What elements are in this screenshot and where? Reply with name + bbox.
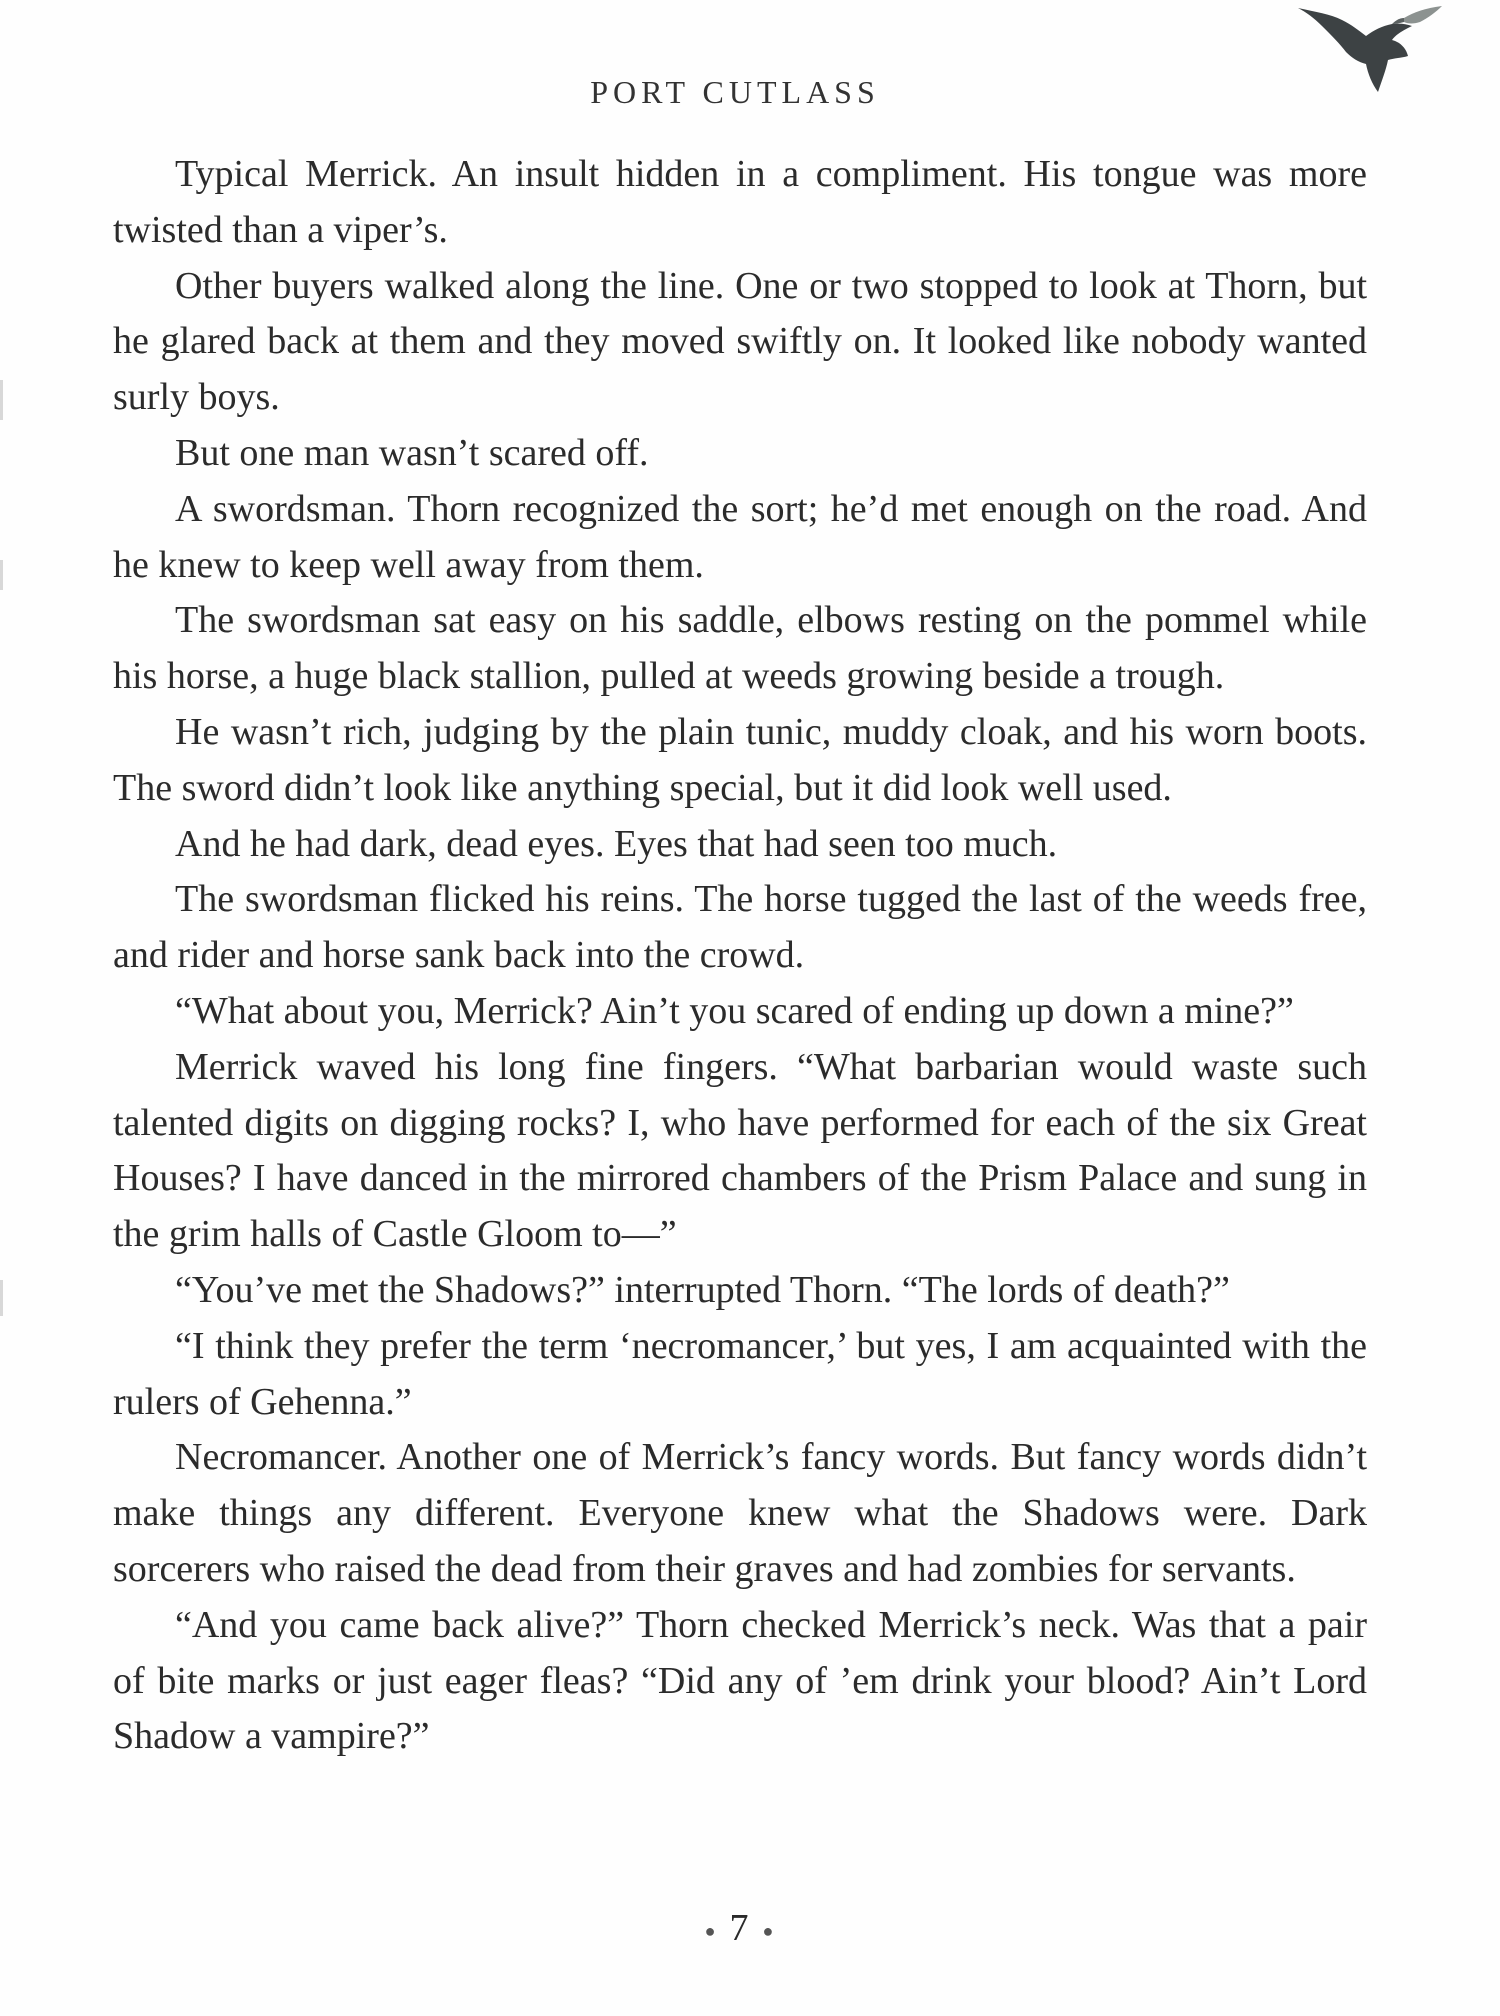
- running-head: PORT CUTLASS: [590, 74, 880, 110]
- paragraph: But one man wasn’t scared off.: [175, 431, 649, 474]
- paragraph: Necromancer. Another one of Merrick’s fancy words. But fancy words didn’t make things any different. Everyone knew what the Shadows were. Dark sorcerers who raised the dead from their graves and had zombies for servants.: [113, 1436, 1367, 1590]
- page-number: 7: [729, 1907, 749, 1949]
- paragraph: “I think they prefer the term ‘necromancer,’ but yes, I am acquainted with the rulers of Gehenna.”: [113, 1324, 1367, 1423]
- scan-edge-mark: [0, 1280, 3, 1316]
- paragraph: He wasn’t rich, judging by the plain tunic, muddy cloak, and his worn boots. The sword didn’t look like anything special, but it did look well used.: [113, 710, 1367, 809]
- paragraph: The swordsman sat easy on his saddle, elbows resting on the pommel while his horse, a huge black stallion, pulled at weeds growing beside a trough.: [113, 599, 1367, 698]
- paragraph: And he had dark, dead eyes. Eyes that had seen too much.: [175, 822, 1058, 865]
- paragraph: The swordsman flicked his reins. The horse tugged the last of the weeds free, and rider and horse sank back into the crowd.: [113, 878, 1367, 977]
- page-number-line: [0, 1906, 1478, 1950]
- folio-dot-right: ●: [762, 1920, 774, 1941]
- paragraph: Typical Merrick. An insult hidden in a compliment. His tongue was more twisted than a viper’s.: [113, 153, 1367, 251]
- paragraph: Other buyers walked along the line. One or two stopped to look at Thorn, but he glared back at them and they moved swiftly on. It looked like nobody wanted surly boys.: [113, 264, 1367, 419]
- scan-edge-mark: [0, 380, 3, 420]
- folio-dot-left: ●: [704, 1920, 716, 1941]
- paragraph: “You’ve met the Shadows?” interrupted Thorn. “The lords of death?”: [175, 1268, 1230, 1311]
- scan-edge-mark: [0, 560, 3, 590]
- paragraph: Merrick waved his long fine fingers. “What barbarian would waste such talented digits on digging rocks? I, who have performed for each of the six Great Houses? I have danced in the mirrored chambers of the Prism Palace and sung in the grim halls of Castle Gloom to—”: [113, 1045, 1367, 1256]
- paragraph: “And you came back alive?” Thorn checked Merrick’s neck. Was that a pair of bite marks or just eager fleas? “Did any of ’em drink your blood? Ain’t Lord Shadow a vampire?”: [113, 1603, 1367, 1758]
- body-text: [113, 147, 1367, 1765]
- paragraph: A swordsman. Thorn recognized the sort; he’d met enough on the road. And he knew to keep well away from them.: [113, 487, 1367, 586]
- paragraph: “What about you, Merrick? Ain’t you scared of ending up down a mine?”: [175, 989, 1294, 1032]
